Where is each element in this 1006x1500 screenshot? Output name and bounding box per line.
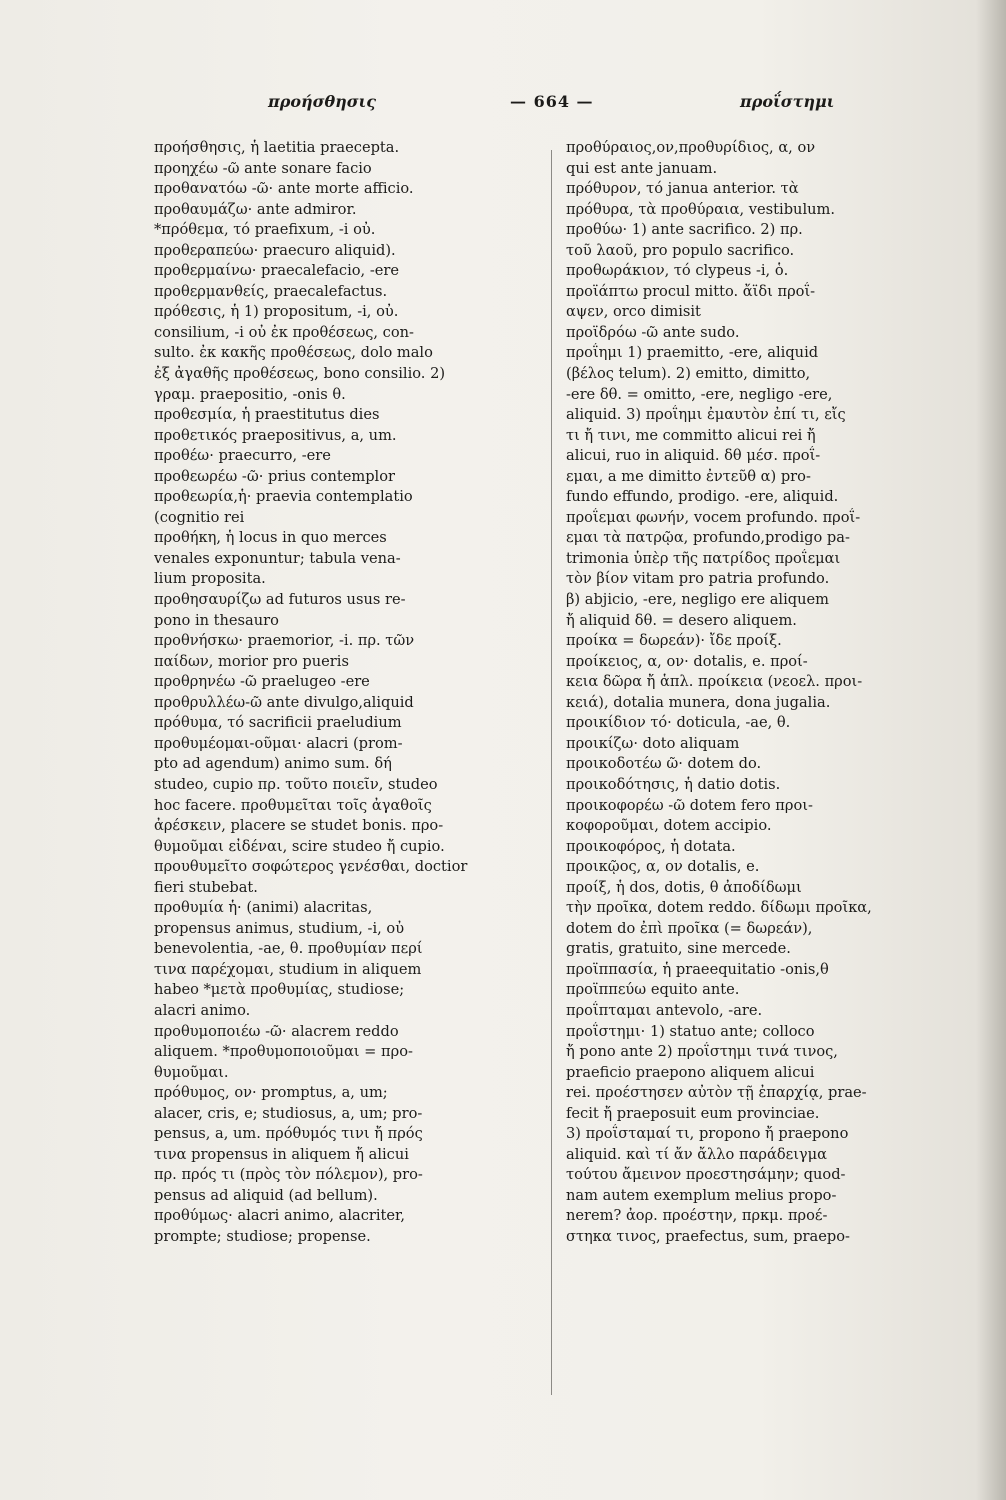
entry-line: prompte; studiose; propense. xyxy=(154,1227,371,1245)
entry-line: qui est ante januam. xyxy=(566,159,718,177)
entry-line: pto ad agendum) animo sum. δή xyxy=(154,755,392,773)
entry-line: προθύω· 1) ante sacrifico. 2) πρ. xyxy=(566,221,803,239)
entry-line: πρόθεσις, ἡ 1) propositum, -i, οὐ. xyxy=(154,303,399,321)
entry-line: habeo *μετὰ προθυμίας, studiose; xyxy=(154,981,405,999)
entry-line: πρόθυρα, τὰ προθύραια, vestibulum. xyxy=(566,200,835,218)
entry-line: πρόθυμος, ον· promptus, a, um; xyxy=(154,1084,388,1102)
entry-line: aliquid. καὶ τί ἄν ἄλλο παράδειγμα xyxy=(566,1145,827,1163)
entry-line: fieri stubebat. xyxy=(154,878,258,896)
entry-line: προθωράκιον, τό clypeus -i, ὁ. xyxy=(566,262,789,280)
entry-line: κειά), dotalia munera, dona jugalia. xyxy=(566,693,831,711)
entry-line: προήσθησις, ἡ laetitia praecepta. xyxy=(154,139,400,156)
entry-line: aliquid. 3) προΐημι ἐμαυτὸν ἐπί τι, εἴς xyxy=(566,406,846,424)
entry-line: πρ. πρός τι (πρὸς τὸν πόλεμον), pro- xyxy=(154,1166,423,1184)
entry-line: pensus, a, um. πρόθυμός τινι ἤ πρός xyxy=(154,1125,423,1143)
entry-line: hoc facere. προθυμεῖται τοῖς ἀγαθοῖς xyxy=(154,796,432,814)
entry-line: nam autem exemplum melius propo- xyxy=(566,1186,837,1204)
entry-line: (βέλος telum). 2) emitto, dimitto, xyxy=(566,365,811,383)
right-column xyxy=(566,138,930,1248)
entry-line: ἀρέσκειν, placere se studet bonis. προ- xyxy=(154,817,444,835)
entry-line: *πρόθεμα, τό praefixum, -i οὐ. xyxy=(154,221,376,239)
entry-line: προθεωρία,ἡ· praevia contemplatio xyxy=(154,488,413,506)
entry-line: προθέω· praecurro, -ere xyxy=(154,447,331,465)
entry-line: rei. προέστησεν αὐτὸν τῇ ἐπαρχίᾳ, prae- xyxy=(566,1084,867,1102)
entry-line: παίδων, morior pro pueris xyxy=(154,652,349,670)
entry-line: προθρυλλέω-ῶ ante divulgo,aliquid xyxy=(154,693,414,711)
entry-line: προθανατόω -ῶ· ante morte afficio. xyxy=(154,180,414,198)
entry-line: ἤ pono ante 2) προΐστημι τινά τινος, xyxy=(566,1043,838,1061)
entry-line: προθυμοποιέω -ῶ· alacrem reddo xyxy=(154,1022,399,1040)
entry-line: praeficio praepono aliquem alicui xyxy=(566,1063,815,1081)
entry-line: προθυμέομαι-οῦμαι· alacri (prom- xyxy=(154,734,403,752)
entry-line: -ere δθ. = omitto, -ere, negligo -ere, xyxy=(566,385,833,403)
column-divider xyxy=(551,150,552,1395)
entry-line: ἤ aliquid δθ. = desero aliquem. xyxy=(566,611,797,629)
page-number: — 664 — xyxy=(510,92,594,111)
entry-line: β) abjicio, -ere, negligo ere aliquem xyxy=(566,591,829,609)
entry-line: προίκειος, α, ον· dotalis, e. προί- xyxy=(566,652,808,670)
entry-line: lium proposita. xyxy=(154,570,266,588)
entry-line: dotem do ἐπὶ προῖκα (= δωρεάν), xyxy=(566,919,813,937)
entry-line: θυμοῦμαι εἰδέναι, scire studeo ἤ cupio. xyxy=(154,837,445,855)
entry-line: trimonia ὑπὲρ τῆς πατρίδος προΐεμαι xyxy=(566,549,841,567)
entry-line: γραμ. praepositio, -onis θ. xyxy=(154,385,346,403)
entry-line: εμαι, a me dimitto ἐντεῦθ α) pro- xyxy=(566,467,811,485)
entry-line: προΐστημι· 1) statuo ante; colloco xyxy=(566,1022,815,1040)
entry-line: προικοφορέω -ῶ dotem fero προι- xyxy=(566,796,813,814)
entry-line: consilium, -i οὐ ἐκ προθέσεως, con- xyxy=(154,323,414,341)
entry-line: προθνήσκω· praemorior, -i. πρ. τῶν xyxy=(154,632,415,650)
entry-line: sulto. ἐκ κακῆς προθέσεως, dolo malo xyxy=(154,344,433,362)
entry-line: ἐξ ἀγαθῆς προθέσεως, bono consilio. 2) xyxy=(154,365,446,383)
header-right-word: προΐστημι xyxy=(740,92,835,111)
entry-line: fecit ἤ praeposuit eum provinciae. xyxy=(566,1104,820,1122)
entry-line: προικίδιον τό· doticula, -ae, θ. xyxy=(566,714,791,732)
entry-line: προΐημι 1) praemitto, -ere, aliquid xyxy=(566,344,819,362)
entry-line: προθύμως· alacri animo, alacriter, xyxy=(154,1207,406,1225)
entry-line: alacri animo. xyxy=(154,1001,251,1019)
entry-line: προικοδοτέω ῶ· dotem do. xyxy=(566,755,762,773)
running-head xyxy=(150,92,920,122)
entry-line: προθερμανθείς, praecalefactus. xyxy=(154,282,388,300)
entry-line: προθεσμία, ἡ praestitutus dies xyxy=(154,406,380,424)
entry-line: προθυμία ἡ· (animi) alacritas, xyxy=(154,899,373,917)
entry-line: προΐεμαι φωνήν, vocem profundo. προΐ- xyxy=(566,508,861,526)
entry-line: προθαυμάζω· ante admiror. xyxy=(154,200,357,218)
entry-line: προικῷος, α, ον dotalis, e. xyxy=(566,858,760,876)
entry-line: fundo effundo, prodigo. -ere, aliquid. xyxy=(566,488,839,506)
entry-line: τὴν προῖκα, dotem reddo. δίδωμι προῖκα, xyxy=(566,899,872,917)
entry-line: κοφοροῦμαι, dotem accipio. xyxy=(566,817,772,835)
entry-line: τοῦ λαοῦ, pro populo sacrifico. xyxy=(566,241,795,259)
left-column xyxy=(154,138,534,1248)
entry-line: προθεραπεύω· praecuro aliquid). xyxy=(154,241,396,259)
entry-line: αψεν, orco dimisit xyxy=(566,303,701,321)
entry-line: προθεωρέω -ῶ· prius contemplor xyxy=(154,467,395,485)
entry-line: benevolentia, -ae, θ. προθυμίαν περί xyxy=(154,940,423,958)
entry-line: προθησαυρίζω ad futuros usus re- xyxy=(154,591,406,609)
entry-line: (cognitio rei xyxy=(154,508,245,526)
entry-line: τὸν βίον vitam pro patria profundo. xyxy=(566,570,830,588)
entry-line: προθήκη, ἡ locus in quo merces xyxy=(154,529,387,547)
entry-line: προϊππασία, ἡ praeequitatio -onis,θ xyxy=(566,960,829,978)
entry-line: προυθυμεῖτο σοφώτερος γενέσθαι, doctior xyxy=(154,858,468,876)
entry-line: alicui, ruo in aliquid. δθ μέσ. προΐ- xyxy=(566,447,821,465)
entry-line: προΐπταμαι antevolo, -are. xyxy=(566,1001,763,1019)
entry-line: gratis, gratuito, sine mercede. xyxy=(566,940,791,958)
entry-line: προικοδότησις, ἡ datio dotis. xyxy=(566,775,781,793)
entry-line: nerem? ἀορ. προέστην, πρκμ. προέ- xyxy=(566,1207,828,1225)
entry-line: προθετικός praepositivus, a, um. xyxy=(154,426,397,444)
entry-line: τινα propensus in aliquem ἤ alicui xyxy=(154,1145,409,1163)
entry-line: προίξ, ἡ dos, dotis, θ ἀποδίδωμι xyxy=(566,878,802,896)
entry-line: studeo, cupio πρ. τοῦτο ποιεῖν, studeo xyxy=(154,775,438,793)
entry-line: προίκα = δωρεάν)· ἴδε προίξ. xyxy=(566,632,782,650)
entry-line: aliquem. *προθυμοποιοῦμαι = προ- xyxy=(154,1043,413,1061)
entry-line: προϊδρόω -ῶ ante sudo. xyxy=(566,323,740,341)
entry-line: propensus animus, studium, -i, οὐ xyxy=(154,919,405,937)
entry-line: προικίζω· doto aliquam xyxy=(566,734,740,752)
entry-line: pono in thesauro xyxy=(154,611,279,629)
entry-line: προϊάπτω procul mitto. ἄϊδι προΐ- xyxy=(566,282,816,300)
entry-line: θυμοῦμαι. xyxy=(154,1063,229,1081)
entry-line: venales exponuntur; tabula vena- xyxy=(154,549,401,567)
entry-line: πρόθυμα, τό sacrificii praeludium xyxy=(154,714,402,732)
entry-line: προθρηνέω -ῶ praelugeo -ere xyxy=(154,673,370,691)
entry-line: κεια δῶρα ἤ ἁπλ. προίκεια (νεοελ. προι- xyxy=(566,673,863,691)
entry-line: πρόθυρον, τό janua anterior. τὰ xyxy=(566,180,799,198)
entry-line: τι ἤ τινι, me committo alicui rei ἤ xyxy=(566,426,816,444)
entry-line: προθερμαίνω· praecalefacio, -ere xyxy=(154,262,400,280)
header-left-word: προήσθησις xyxy=(268,92,377,111)
entry-line: τούτου ἄμεινον προεστησάμην; quod- xyxy=(566,1166,846,1184)
entry-line: pensus ad aliquid (ad bellum). xyxy=(154,1186,378,1204)
entry-line: εμαι τὰ πατρῷα, profundo,prodigo pa- xyxy=(566,529,850,547)
entry-line: προθύραιος,ον,προθυρίδιος, α, ον xyxy=(566,139,816,156)
entry-line: προϊππεύω equito ante. xyxy=(566,981,740,999)
entry-line: alacer, cris, e; studiosus, a, um; pro- xyxy=(154,1104,423,1122)
entry-line: τινα παρέχομαι, studium in aliquem xyxy=(154,960,422,978)
entry-line: 3) προΐσταμαί τι, propono ἤ praepono xyxy=(566,1125,849,1143)
entry-line: προικοφόρος, ἡ dotata. xyxy=(566,837,736,855)
entry-line: προηχέω -ῶ ante sonare facio xyxy=(154,159,372,177)
entry-line: στηκα τινος, praefectus, sum, praepo- xyxy=(566,1227,850,1245)
